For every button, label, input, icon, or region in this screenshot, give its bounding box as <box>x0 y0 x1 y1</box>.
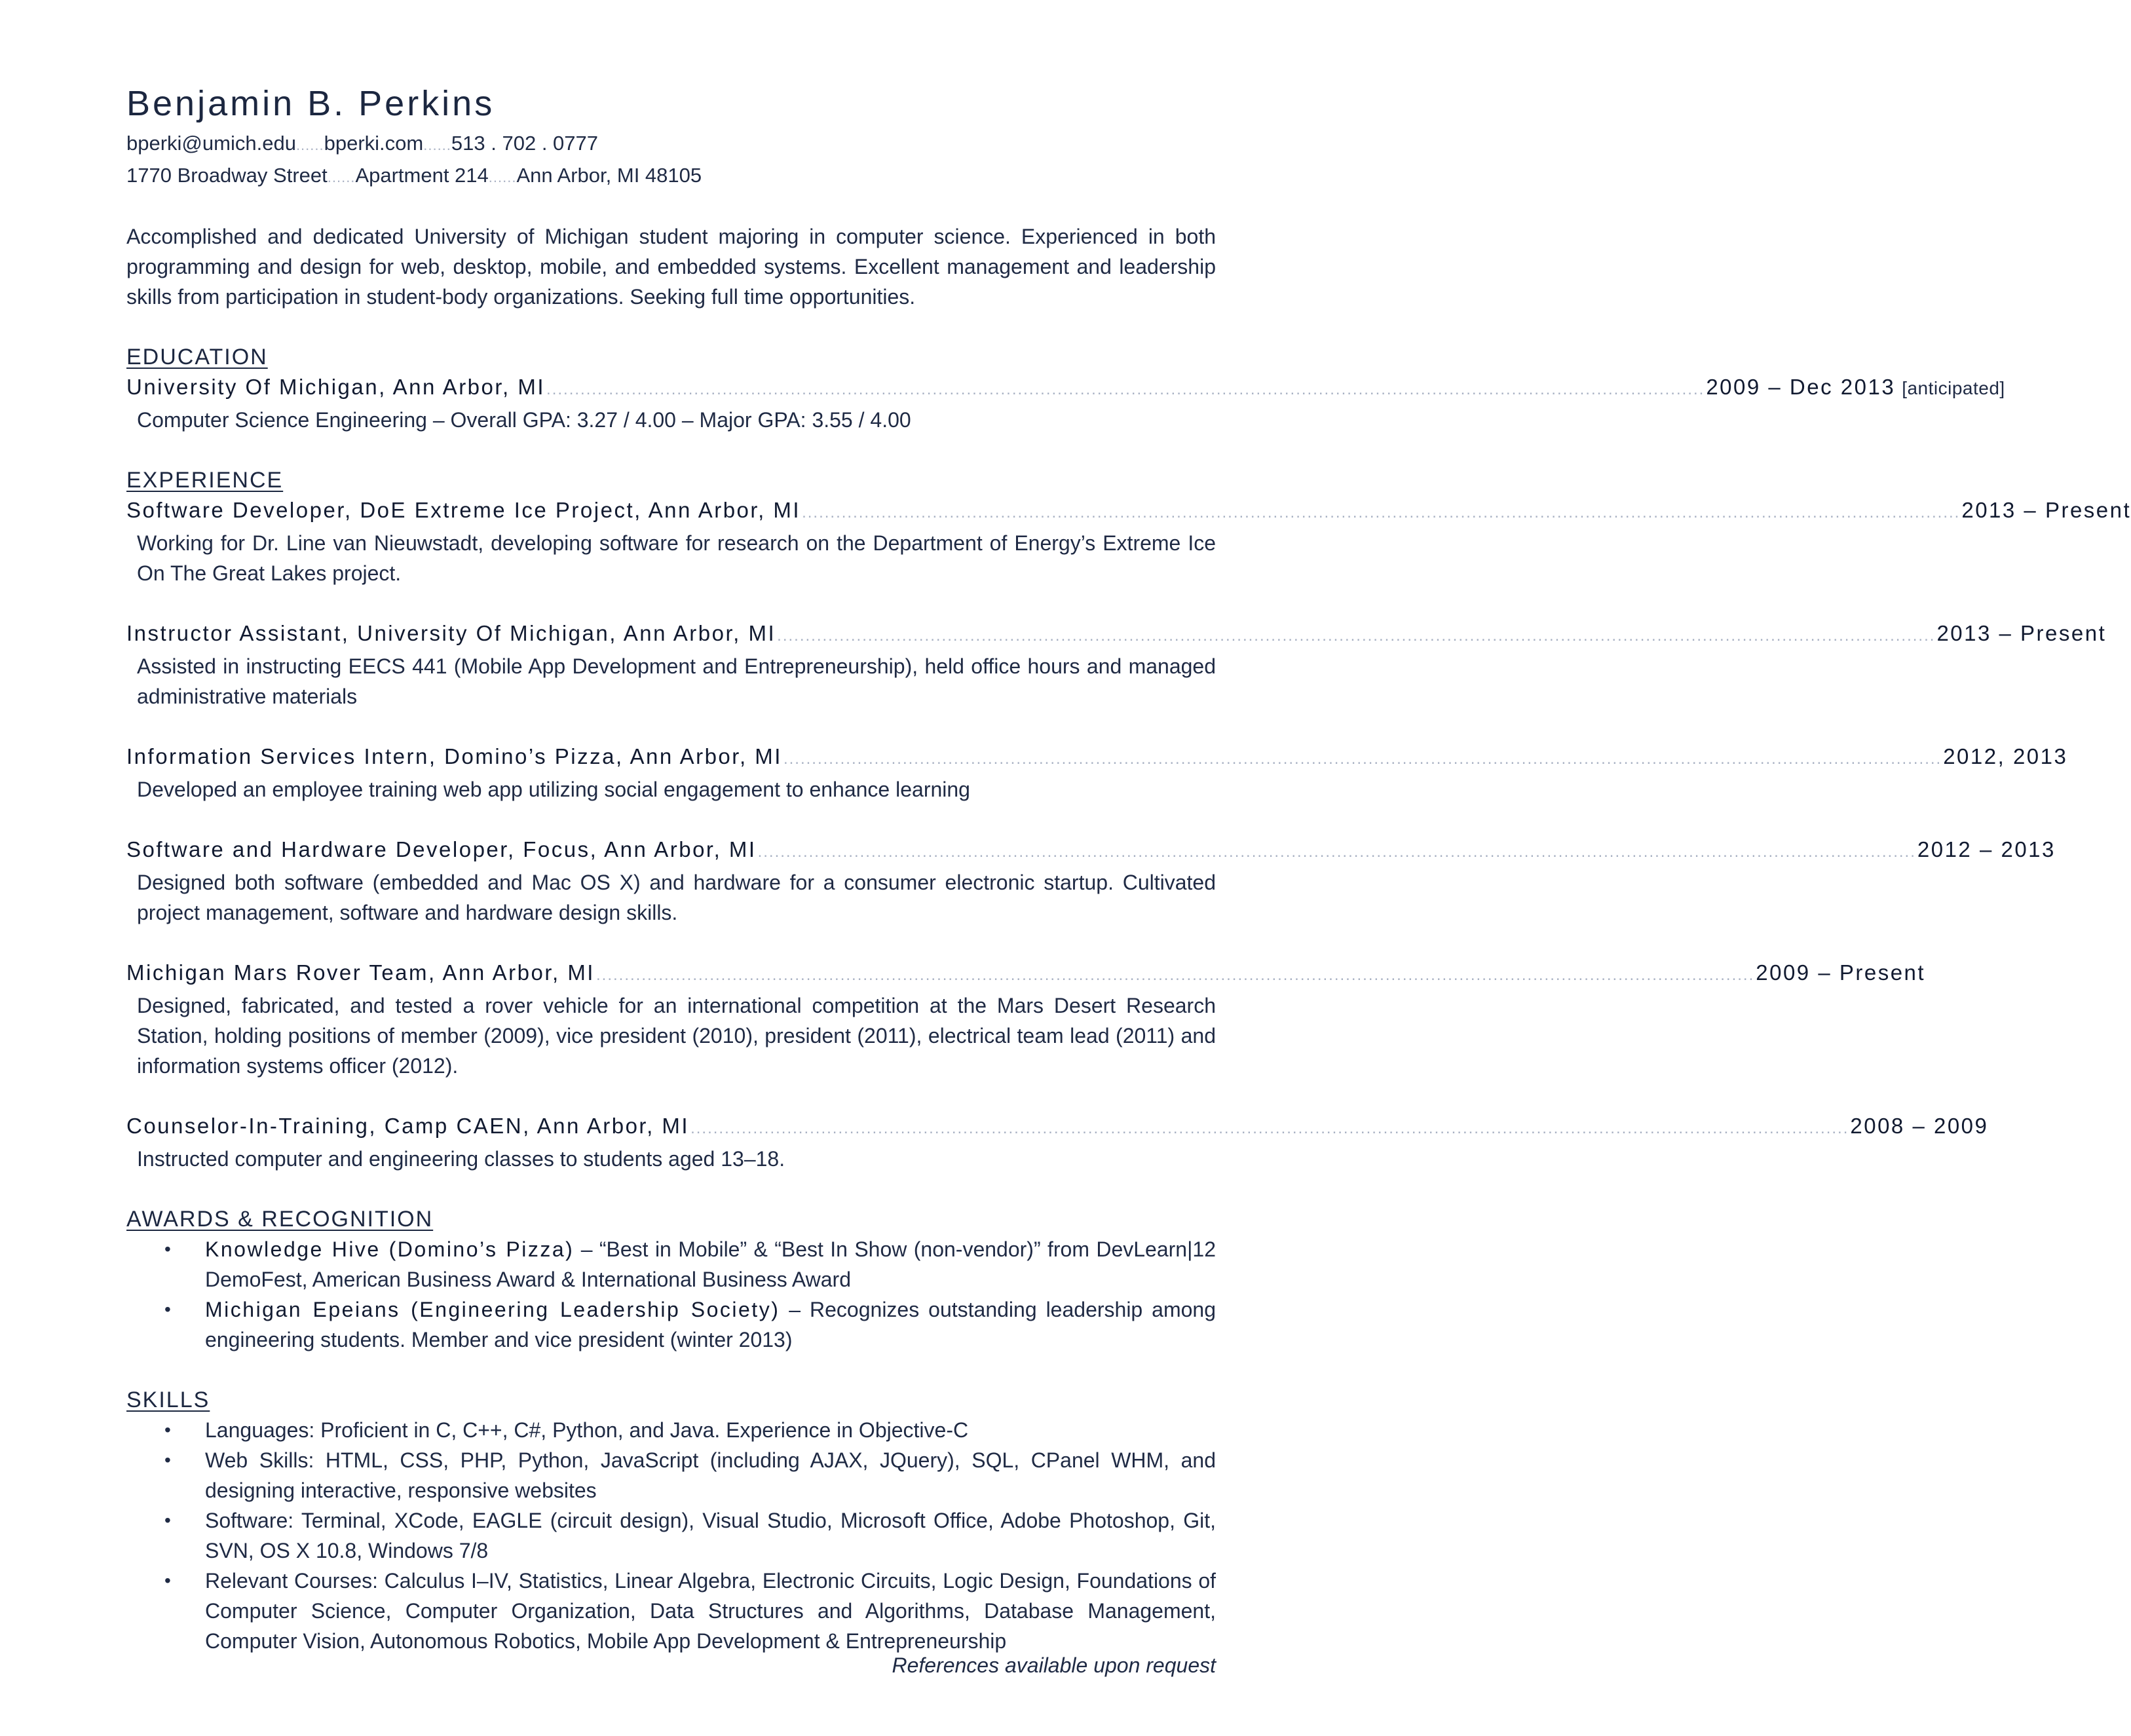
job-date: 2013 – Present <box>1936 621 2107 645</box>
city-state-zip: Ann Arbor, MI 48105 <box>516 164 702 187</box>
street-address: 1770 Broadway Street <box>126 164 328 187</box>
candidate-name: Benjamin B. Perkins <box>126 84 495 123</box>
separator-dots: ...... <box>488 169 517 185</box>
dot-leader: ............................................................................................................................................................................................................ <box>546 381 1705 398</box>
bullet-icon: • <box>164 1239 171 1259</box>
experience-entry <box>126 618 2107 711</box>
experience-title-line <box>126 835 2056 867</box>
education-heading: EDUCATION <box>126 345 268 369</box>
experience-entry <box>126 1111 1989 1174</box>
job-description: Designed, fabricated, and tested a rover vehicle for an international competition at the Mars Desert Research Station, holding positions of member (2009), vice president (2010), president (2011), electrical team lead (2011) and information systems officer (2012). <box>137 994 1216 1078</box>
skills-list <box>126 1415 1216 1656</box>
job-date: 2012, 2013 <box>1943 744 2068 768</box>
bullet-icon: • <box>164 1450 171 1470</box>
dot-leader: ............................................................................................................................................................................................................ <box>757 843 1916 861</box>
experience-list <box>126 495 2131 1174</box>
bullet-icon: • <box>164 1510 171 1530</box>
dot-leader: ............................................................................................................................................................................................................ <box>690 1120 1849 1137</box>
job-date: 2013 – Present <box>1961 498 2131 522</box>
skill-text: Software: Terminal, XCode, EAGLE (circuit design), Visual Studio, Microsoft Office, Adobe Photoshop, Git, SVN, OS X 10.8, Windows 7/8 <box>205 1509 1216 1562</box>
summary-paragraph: Accomplished and dedicated University of Michigan student majoring in computer science. Experienced in both programming and design for web, desktop, mobile, and embedded systems. Excellent management and leadership skills from participation in student-body organizations. Seeking full time opportunities. <box>126 225 1216 309</box>
email-link[interactable]: bperki@umich.edu <box>126 132 296 155</box>
education-date: 2009 – Dec 2013 <box>1706 375 1896 399</box>
bullet-icon: • <box>164 1570 171 1591</box>
separator-dots: ...... <box>423 137 451 153</box>
skills-heading: SKILLS <box>126 1387 210 1412</box>
experience-entry <box>126 495 2131 588</box>
education-entry <box>126 372 2005 435</box>
job-title: Counselor-In-Training, Camp CAEN, Ann Arbor, MI <box>126 1114 690 1138</box>
experience-entry <box>126 835 2056 928</box>
bullet-icon: • <box>164 1420 171 1440</box>
skill-text: Web Skills: HTML, CSS, PHP, Python, JavaScript (including AJAX, JQuery), SQL, CPanel WHM, and designing interactive, responsive websites <box>205 1448 1216 1502</box>
bullet-icon: • <box>164 1299 171 1319</box>
award-item <box>126 1234 1216 1294</box>
education-detail: Computer Science Engineering – Overall GPA: 3.27 / 4.00 – Major GPA: 3.55 / 4.00 <box>137 408 911 432</box>
job-description: Developed an employee training web app utilizing social engagement to enhance learning <box>137 778 970 801</box>
experience-title-line <box>126 958 1926 991</box>
job-date: 2012 – 2013 <box>1917 837 2056 861</box>
awards-heading: AWARDS & RECOGNITION <box>126 1207 434 1232</box>
job-description: Assisted in instructing EECS 441 (Mobile App Development and Entrepreneurship), held office hours and managed administrative materials <box>137 654 1216 708</box>
apartment: Apartment 214 <box>355 164 489 187</box>
dot-leader: ............................................................................................................................................................................................................ <box>783 750 1942 768</box>
experience-title-line <box>126 495 2131 528</box>
job-description: Instructed computer and engineering classes to students aged 13–18. <box>137 1147 785 1171</box>
job-title: Instructor Assistant, University Of Michigan, Ann Arbor, MI <box>126 621 776 645</box>
award-title: Knowledge Hive (Domino’s Pizza) <box>205 1237 575 1261</box>
experience-title-line <box>126 618 2107 651</box>
skill-item <box>126 1415 1216 1445</box>
award-text: – Recognizes outstanding leadership among engineering students. Member and vice president (winter 2013) <box>205 1298 1216 1351</box>
job-date: 2009 – Present <box>1756 960 1926 985</box>
dot-leader: ............................................................................................................................................................................................................ <box>802 504 1961 521</box>
job-title: Software and Hardware Developer, Focus, Ann Arbor, MI <box>126 837 757 861</box>
award-title: Michigan Epeians (Engineering Leadership Society) <box>205 1298 780 1321</box>
job-date: 2008 – 2009 <box>1850 1114 1989 1138</box>
experience-title-line <box>126 1111 1989 1144</box>
website-link[interactable]: bperki.com <box>324 132 424 155</box>
education-title-line <box>126 372 2005 405</box>
job-description: Designed both software (embedded and Mac OS X) and hardware for a consumer electronic startup. Cultivated project management, software and hardware design skills. <box>137 871 1216 924</box>
award-item <box>126 1294 1216 1355</box>
award-text: – “Best in Mobile” & “Best In Show (non-vendor)” from DevLearn|12 DemoFest, American Business Award & International Business Award <box>205 1237 1216 1291</box>
job-description: Working for Dr. Line van Nieuwstadt, developing software for research on the Department of Energy’s Extreme Ice On The Great Lakes project. <box>137 531 1216 585</box>
contact-line-1 <box>126 128 1216 160</box>
experience-heading: EXPERIENCE <box>126 468 284 493</box>
contact-line-2 <box>126 160 1216 193</box>
separator-dots: ...... <box>327 169 356 185</box>
education-date-note: [anticipated] <box>1902 378 2005 398</box>
awards-list <box>126 1234 1216 1355</box>
job-title: Software Developer, DoE Extreme Ice Project, Ann Arbor, MI <box>126 498 801 522</box>
skill-item <box>126 1505 1216 1566</box>
job-title: Michigan Mars Rover Team, Ann Arbor, MI <box>126 960 595 985</box>
experience-title-line <box>126 742 2068 774</box>
references-note: References available upon request <box>892 1653 1216 1677</box>
dot-leader: ............................................................................................................................................................................................................ <box>777 627 1936 645</box>
job-title: Information Services Intern, Domino’s Pizza, Ann Arbor, MI <box>126 744 782 768</box>
skill-text: Languages: Proficient in C, C++, C#, Python, and Java. Experience in Objective-C <box>205 1418 969 1442</box>
skill-text: Relevant Courses: Calculus I–IV, Statistics, Linear Algebra, Electronic Circuits, Logic Design, Foundations of Computer Science, Computer Organization, Data Structures and Algorithms, Database Management, Computer Vision, Autonomous Robotics, Mobile App Development & Entrepreneurship <box>205 1569 1216 1653</box>
phone-number: 513 . 702 . 0777 <box>451 132 599 155</box>
experience-entry <box>126 958 1926 1081</box>
skill-item <box>126 1566 1216 1656</box>
skill-item <box>126 1445 1216 1505</box>
school-name: University Of Michigan, Ann Arbor, MI <box>126 375 546 399</box>
experience-entry <box>126 742 2068 804</box>
dot-leader: ............................................................................................................................................................................................................ <box>595 966 1755 984</box>
separator-dots: ...... <box>295 137 324 153</box>
